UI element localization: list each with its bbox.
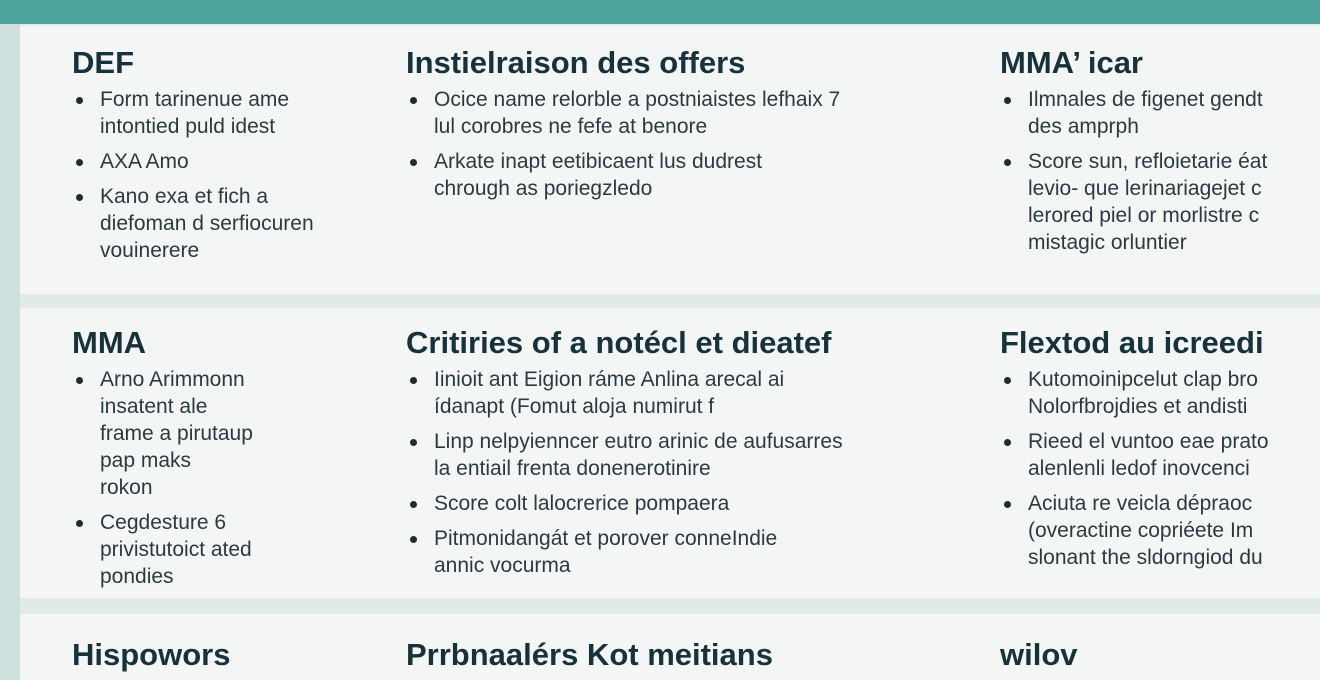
row-panel (20, 308, 1320, 598)
card (1000, 614, 1320, 672)
bullet-list (406, 366, 986, 579)
list-item: Score sun, refloietarie éat levio- que lerinariagejet c lerored piel or morlistre c mistagic orluntier (1000, 148, 1320, 256)
card-title: MMA (72, 325, 147, 360)
bullet-list (406, 86, 986, 202)
list-item: Iinioit ant Eigion ráme Anlina arecal ai ídanapt (Fomut aloja numirut f (406, 366, 986, 420)
row-panel (20, 614, 1320, 680)
card-title: Hispowors (72, 637, 231, 672)
list-item: Ilmnales de figenet gendt des amprph (1000, 86, 1320, 140)
card (72, 614, 392, 672)
top-banner (0, 0, 1320, 24)
list-item: Arkate inapt eetibicaent lus dudrest chrough as poriegzledo (406, 148, 986, 202)
row-panel (20, 26, 1320, 294)
card-title: wilov (1000, 637, 1078, 672)
list-item: Rieed el vuntoo eae prato alenlenli ledof inovcenci (1000, 428, 1320, 482)
list-item: Pitmonidangát et porover conneIndie annic vocurma (406, 525, 986, 579)
list-item: Linp nelpyienncer eutro arinic de aufusarres la entiail frenta donenerotinire (406, 428, 986, 482)
card-title: MMA’ icar (1000, 45, 1143, 80)
bullet-list (1000, 366, 1320, 571)
card (72, 308, 392, 598)
card-title: DEF (72, 45, 134, 80)
left-strip (0, 24, 20, 680)
card-title: Flextod au icreedi (1000, 325, 1264, 360)
bullet-list (72, 366, 392, 590)
list-item: AXA Amo (72, 148, 392, 175)
list-item: Cegdesture 6 privistutoict ated pondies (72, 509, 392, 590)
list-item: Arno Arimmonn insatent ale frame a pirutaup pap maks rokon (72, 366, 392, 501)
bullet-list (1000, 86, 1320, 256)
card-title: Critiries of a notécl et dieatef (406, 325, 832, 360)
bullet-list (72, 86, 392, 264)
card (406, 614, 986, 672)
card (406, 26, 986, 210)
card (1000, 308, 1320, 579)
card (72, 26, 392, 272)
list-item: Kano exa et fich a diefoman d serfiocuren vouinerere (72, 183, 392, 264)
list-item: Kutomoinipcelut clap bro Nolorfbrojdies et andisti (1000, 366, 1320, 420)
list-item: Ocice name relorble a postniaistes lefhaix 7 lul corobres ne fefe at benore (406, 86, 986, 140)
card-title: Instielraison des offers (406, 45, 746, 80)
card (406, 308, 986, 587)
card (1000, 26, 1320, 264)
card-title: Prrbnaalérs Kot meitians (406, 637, 773, 672)
list-item: Aciuta re veicla dépraoc (overactine copriéete Im slonant the sldorngiod du (1000, 490, 1320, 571)
list-item: Form tarinenue ame intontied puld idest (72, 86, 392, 140)
list-item: Score colt lalocrerice pompaera (406, 490, 986, 517)
